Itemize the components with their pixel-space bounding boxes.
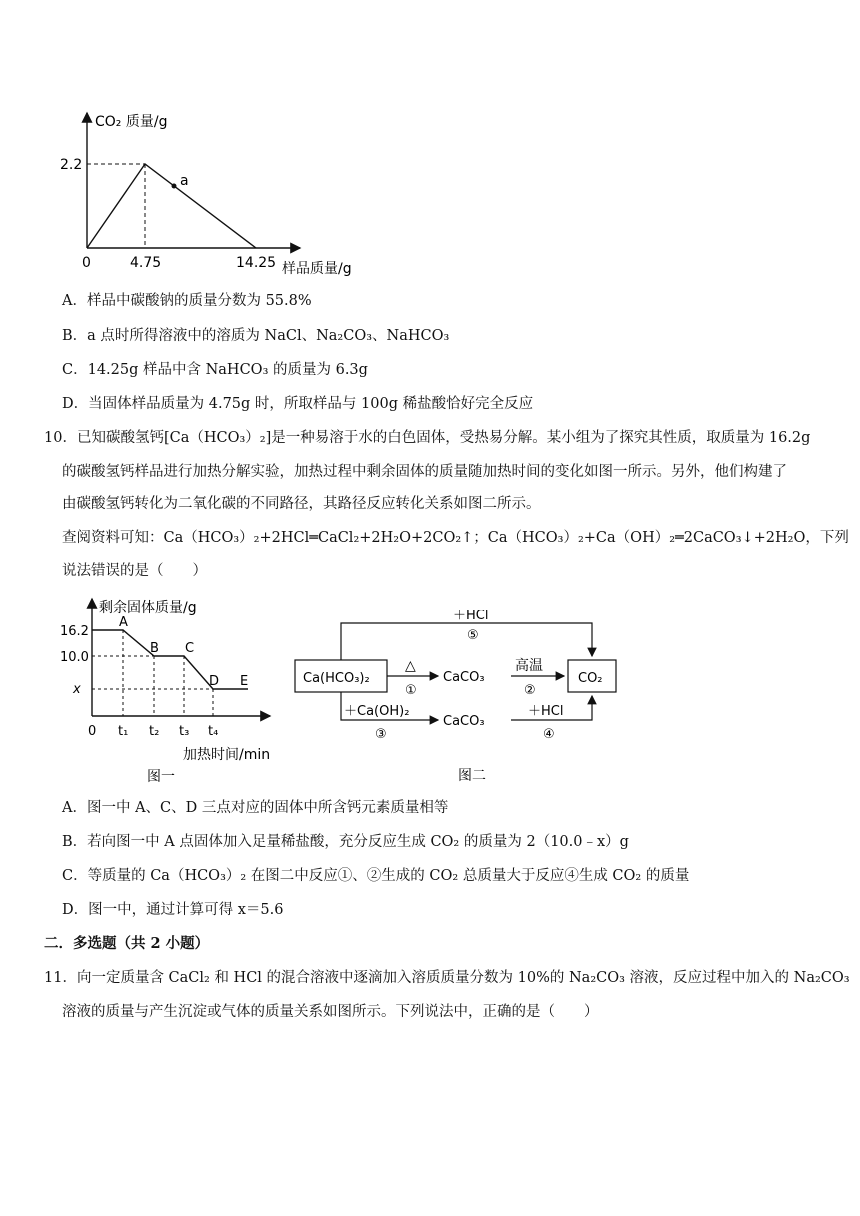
q10-stem-line5: 说法错误的是（ ） [62, 563, 207, 579]
q10-stem-line4: 查阅资料可知：Ca（HCO₃）₂+2HCl═CaCl₂+2H₂O+2CO₂↑；Ca（HCO₃）₂+Ca（OH）₂═2CaCO₃↓+2H₂O，下列 [62, 530, 849, 546]
point-label-e: E [240, 674, 249, 689]
x-tick-t2: t₂ [149, 724, 160, 739]
q9-option-c: C．14.25g 样品中含 NaHCO₃ 的质量为 6.3g [62, 362, 368, 378]
y-tick-x: x [73, 682, 81, 697]
x-tick-t1: t₁ [118, 724, 129, 739]
q10-stem-line2: 的碳酸氢钙样品进行加热分解实验，加热过程中剩余固体的质量随加热时间的变化如图一所示。另外，他们构建了 [62, 464, 787, 480]
q10-stem-line3: 由碳酸氢钙转化为二氧化碳的不同路径，其路径反应转化关系如图二所示。 [62, 496, 541, 512]
q10-option-c: C．等质量的 Ca（HCO₃）₂ 在图二中反应①、②生成的 CO₂ 总质量大于反应④生成 CO₂ 的质量 [62, 868, 690, 884]
x-axis-label: 加热时间/min [183, 747, 271, 763]
q9-option-b: B．a 点时所得溶液中的溶质为 NaCl、Na₂CO₃、NaHCO₃ [62, 328, 450, 344]
reaction1-number: ① [405, 683, 417, 698]
reaction2-number: ② [524, 683, 536, 698]
reaction2-condition: 高温 [515, 658, 543, 674]
x-tick-4.75: 4.75 [130, 255, 162, 271]
y-tick-16.2: 16.2 [60, 624, 89, 639]
reaction3-reagent: ＋Ca(OH)₂ [344, 704, 410, 719]
caco3-lower: CaCO₃ [443, 714, 485, 729]
point-label-a: A [119, 615, 128, 630]
point-label-c: C [185, 641, 195, 656]
point-label-d: D [209, 674, 220, 689]
reaction3-number: ③ [375, 727, 387, 742]
q9-option-a: A．样品中碳酸钠的质量分数为 55.8% [62, 293, 312, 309]
origin-label: 0 [88, 724, 97, 739]
reaction5-reagent: ＋HCl [453, 610, 489, 623]
x-tick-t3: t₃ [179, 724, 190, 739]
origin-label: 0 [82, 255, 91, 271]
co2-mass-graph [50, 105, 370, 285]
y-tick-2.2: 2.2 [60, 157, 83, 173]
q10-option-d: D．图一中，通过计算可得 x＝5.6 [62, 902, 284, 918]
y-tick-10.0: 10.0 [60, 650, 89, 665]
mass-curve [92, 630, 248, 689]
x-tick-t4: t₄ [208, 724, 219, 739]
x-axis-label: 样品质量/g [282, 261, 352, 277]
figure2-reaction-paths [288, 610, 628, 790]
x-tick-14.25: 14.25 [236, 255, 277, 271]
q11-stem-line2: 溶液的质量与产生沉淀或气体的质量关系如图所示。下列说法中，正确的是（ ） [62, 1004, 599, 1020]
reaction1-condition: △ [405, 658, 416, 674]
q10-option-b: B．若向图一中 A 点固体加入足量稀盐酸，充分反应生成 CO₂ 的质量为 2（10.0﹣x）g [62, 834, 629, 850]
y-axis-label: 剩余固体质量/g [99, 600, 197, 616]
caco3-upper: CaCO₃ [443, 670, 485, 685]
point-a-marker [172, 184, 177, 189]
q9-option-d: D．当固体样品质量为 4.75g 时，所取样品与 100g 稀盐酸恰好完全反应 [62, 396, 534, 412]
figure1-heating-graph [55, 593, 285, 788]
reaction5-number: ⑤ [467, 628, 479, 643]
co2-curve [87, 164, 256, 248]
box-co2-label: CO₂ [578, 671, 603, 686]
q10-stem-line1: 10．已知碳酸氢钙[Ca（HCO₃）₂]是一种易溶于水的白色固体，受热易分解。某小组为了探究其性质，取质量为 16.2g [44, 430, 811, 446]
q11-stem-line1: 11．向一定质量含 CaCl₂ 和 HCl 的混合溶液中逐滴加入溶质质量分数为 10%的 Na₂CO₃ 溶液，反应过程中加入的 Na₂CO₃ [44, 970, 850, 986]
q10-option-a: A．图一中 A、C、D 三点对应的固体中所含钙元素质量相等 [62, 800, 449, 816]
figure1-caption: 图一 [147, 769, 175, 785]
point-label-b: B [150, 641, 159, 656]
section2-heading: 二．多选题（共 2 小题） [44, 935, 210, 952]
point-a-label: a [180, 173, 189, 189]
y-axis-label: CO₂ 质量/g [95, 114, 168, 130]
figure2-caption: 图二 [458, 768, 486, 784]
reaction4-reagent: ＋HCl [528, 704, 564, 719]
reaction4-number: ④ [543, 727, 555, 742]
box-ca-hco3-label: Ca(HCO₃)₂ [303, 671, 370, 686]
